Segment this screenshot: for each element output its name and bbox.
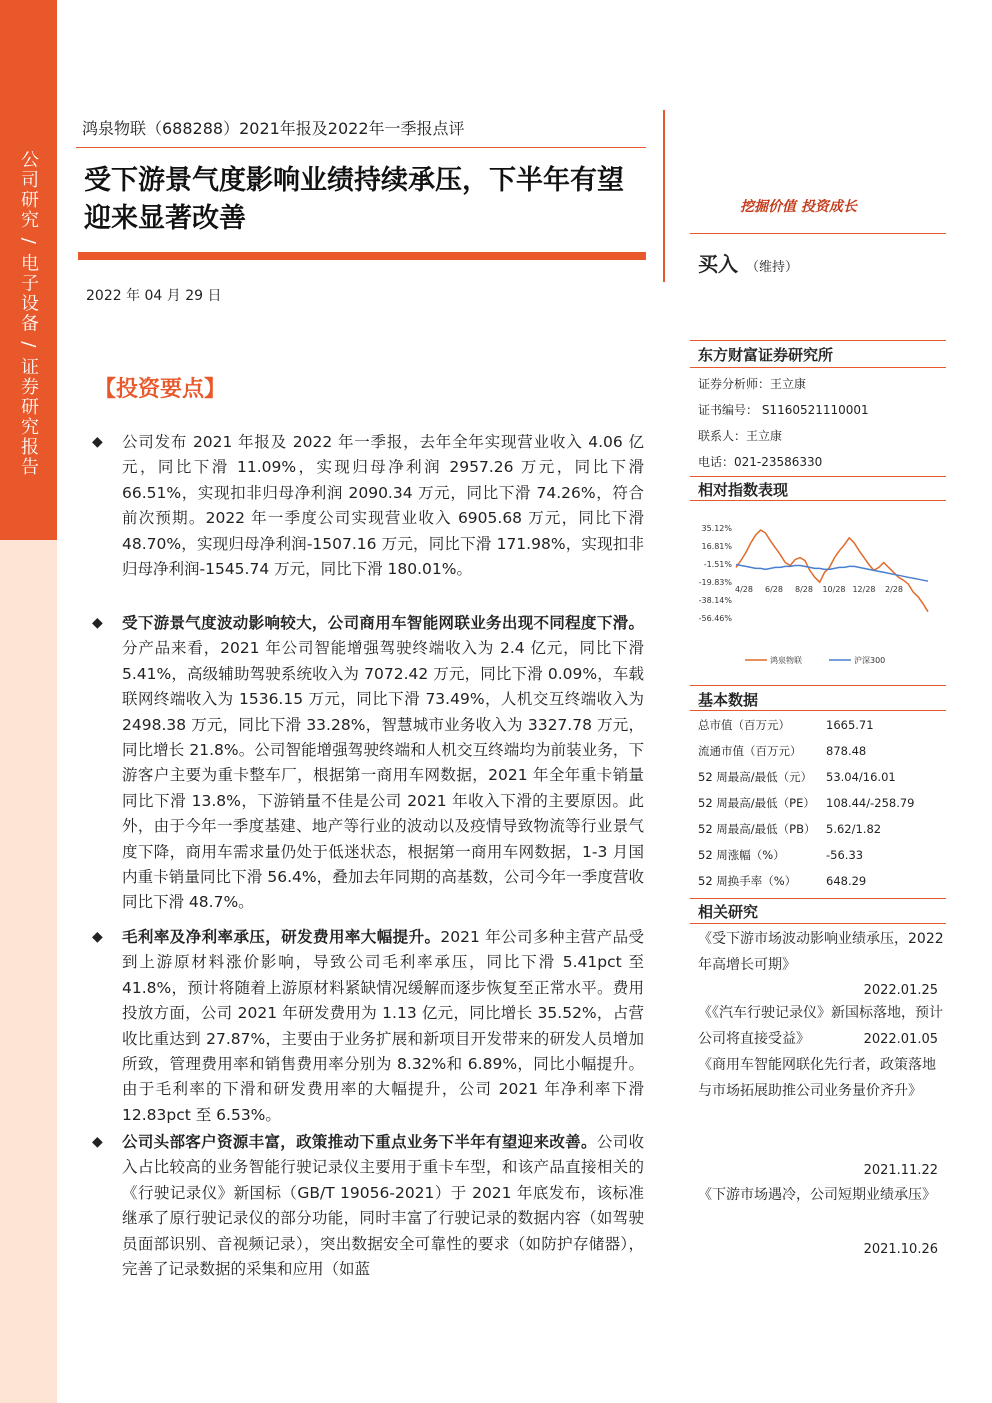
cert-number: 证书编号： S1160521110001 bbox=[698, 403, 869, 417]
legend-label: 鸿泉物联 bbox=[770, 656, 802, 665]
rating-note: （维持） bbox=[746, 260, 799, 275]
rating-value: 买入 bbox=[698, 252, 738, 276]
data-row bbox=[698, 868, 946, 894]
related-item[interactable]: 《下游市场遇冷，公司短期业绩承压》 bbox=[698, 1187, 936, 1203]
sidebar bbox=[0, 0, 57, 1403]
analyst: 证券分析师：王立康 bbox=[698, 377, 807, 391]
divider bbox=[690, 898, 946, 899]
chart-ticks bbox=[699, 524, 903, 623]
related-date: 2022.01.25 bbox=[863, 983, 938, 998]
data-label: 52 周涨幅（%） bbox=[698, 848, 785, 862]
y-tick-label: -19.83% bbox=[698, 578, 732, 587]
x-tick-label: 8/28 bbox=[795, 584, 813, 594]
series-line-1 bbox=[736, 565, 928, 582]
report-title: 鸿泉物联（688288）2021年报及2022年一季报点评 bbox=[82, 119, 465, 138]
divider bbox=[690, 500, 946, 501]
slogan: 挖掘价值 投资成长 bbox=[740, 199, 857, 215]
chart-svg bbox=[690, 510, 946, 670]
data-value: 648.29 bbox=[826, 874, 867, 888]
y-tick-label: -1.51% bbox=[703, 560, 732, 569]
related-item[interactable]: 《商用车智能网联化先行者，政策落地与市场拓展助推公司业务量价齐升》 bbox=[698, 1057, 936, 1099]
data-row bbox=[698, 764, 946, 790]
data-row bbox=[698, 790, 946, 816]
related-date: 2021.10.26 bbox=[863, 1242, 938, 1257]
divider bbox=[690, 923, 946, 924]
header-rule bbox=[76, 147, 646, 148]
list-item bbox=[92, 925, 644, 1128]
related-date: 2021.11.22 bbox=[863, 1163, 938, 1178]
related-research-title: 相关研究 bbox=[698, 903, 759, 921]
title-bar bbox=[78, 252, 646, 260]
divider bbox=[690, 340, 946, 341]
data-label: 52 周换手率（%） bbox=[698, 874, 797, 888]
chart-lines bbox=[736, 530, 928, 612]
data-value: -56.33 bbox=[826, 848, 864, 862]
related-date: 2022.01.05 bbox=[863, 1032, 938, 1047]
list-item bbox=[92, 1130, 644, 1282]
data-value: 5.62/1.82 bbox=[826, 822, 882, 836]
legend-label: 沪深300 bbox=[854, 656, 886, 665]
point-text: 公司收入占比较高的业务智能行驶记录仪主要用于重卡车型，和该产品直接相关的《行驶记录仪》新国标（GB/T 19056-2021）于 2021 年底发布，该标准继承了原行驶记录仪的部分功能，同时丰富了行驶记录的数据内容（如驾驶员面部识别、音视频记录），突出数据安全可靠性的要求（如防护存储器），完善了记录数据的采集和应用（如蓝 bbox=[122, 1133, 644, 1279]
series-line-0 bbox=[736, 530, 928, 612]
x-tick-label: 6/28 bbox=[765, 584, 783, 594]
divider bbox=[690, 367, 946, 368]
x-tick-label: 10/28 bbox=[822, 584, 846, 594]
data-row bbox=[698, 842, 946, 868]
x-tick-label: 2/28 bbox=[885, 584, 903, 594]
point-text: 2021 年公司多种主营产品受到上游原材料涨价影响，导致公司毛利率承压，同比下滑 5.41pct 至 41.8%，预计将随着上游原材料紧缺情况缓解而逐步恢复至正常水平。费用投放方面，公司 2021 年研发费用为 1.13 亿元，同比增长 35.52%，占营收比重达到 27.87%，主要由于业务扩展和新项目开发带来的研发人员增加所致，管理费用率和销售费用率分别为 8.32%和 6.89%，同比小幅提升。由于毛利率的下滑和研发费用率的大幅提升，公司 2021 年净利率下滑 12.83pct 至 6.53%。 bbox=[122, 928, 644, 1124]
divider bbox=[690, 233, 946, 234]
point-text: 分产品来看，2021 年公司智能增强驾驶终端收入为 2.4 亿元，同比下滑 5.41%，高级辅助驾驶系统收入为 7072.42 万元，同比下滑 0.09%，车载联网终端收入为 1536.15 万元，同比下滑 73.49%，人机交互终端收入为 2498.38 万元，同比下滑 33.28%，智慧城市业务收入为 3327.78 万元，同比增长 21.8%。公司智能增强驾驶终端和人机交互终端均为前装业务，下游客户主要为重卡整车厂，根据第一商用车网数据，2021 年全年重卡销量同比下滑 13.8%，下游销量不佳是公司 2021 年收入下滑的主要原因。此外，由于今年一季度基建、地产等行业的波动以及疫情导致物流等行业景气度下降，商用车需求量仍处于低迷状态，根据第一商用车网数据，1-3 月国内重卡销量同比下滑 56.4%，叠加去年同期的高基数，公司今年一季度营收同比下滑 48.7%。 bbox=[122, 639, 644, 912]
bullet-icon: ◆ bbox=[92, 434, 103, 450]
data-value: 108.44/-258.79 bbox=[826, 796, 915, 810]
contact: 联系人：王立康 bbox=[698, 429, 783, 443]
related-item[interactable]: 《《汽车行驶记录仪》新国标落地，预计公司将直接受益》 bbox=[698, 1005, 943, 1047]
data-label: 52 周最高/最低（PE） bbox=[698, 796, 815, 810]
bullet-icon: ◆ bbox=[92, 929, 103, 945]
bullet-icon: ◆ bbox=[92, 1134, 103, 1150]
x-tick-label: 4/28 bbox=[735, 584, 753, 594]
divider bbox=[690, 685, 946, 686]
chart-legend bbox=[745, 655, 885, 665]
data-label: 流通市值（百万元） bbox=[698, 744, 802, 758]
sidebar-category: 公司研究 / 电子设备 / 证券研究报告 bbox=[18, 150, 39, 478]
data-row bbox=[698, 712, 946, 738]
bullet-icon: ◆ bbox=[92, 615, 103, 631]
basic-data-title: 基本数据 bbox=[698, 691, 759, 709]
section-title: 【投资要点】 bbox=[94, 377, 227, 402]
x-tick-label: 12/28 bbox=[852, 584, 876, 594]
divider bbox=[690, 710, 946, 711]
page-title: 受下游景气度影响业绩持续承压，下半年有望迎来显著改善 bbox=[84, 165, 624, 234]
performance-title: 相对指数表现 bbox=[698, 481, 789, 499]
related-item[interactable]: 《受下游市场波动影响业绩承压，2022 年高增长可期》 bbox=[698, 931, 944, 973]
data-label: 52 周最高/最低（元） bbox=[698, 770, 813, 784]
data-row bbox=[698, 738, 946, 764]
divider bbox=[690, 476, 946, 477]
point-heading: 毛利率及净利率承压，研发费用率大幅提升。 bbox=[122, 928, 441, 946]
y-tick-label: -38.14% bbox=[698, 596, 732, 605]
header-divider bbox=[663, 110, 665, 282]
data-label: 总市值（百万元） bbox=[698, 718, 790, 732]
report-date: 2022 年 04 月 29 日 bbox=[86, 288, 222, 304]
y-tick-label: 16.81% bbox=[701, 542, 732, 551]
point-heading: 公司头部客户资源丰富，政策推动下重点业务下半年有望迎来改善。 bbox=[122, 1133, 597, 1151]
y-tick-label: 35.12% bbox=[701, 524, 732, 533]
list-item bbox=[92, 430, 644, 582]
institute-name: 东方财富证券研究所 bbox=[698, 346, 834, 364]
list-item bbox=[92, 611, 644, 916]
data-row bbox=[698, 816, 946, 842]
performance-chart bbox=[690, 510, 946, 670]
data-value: 53.04/16.01 bbox=[826, 770, 896, 784]
data-value: 1665.71 bbox=[826, 718, 874, 732]
rating bbox=[698, 248, 798, 277]
data-label: 52 周最高/最低（PB） bbox=[698, 822, 816, 836]
point-text: 公司发布 2021 年报及 2022 年一季报，去年全年实现营业收入 4.06 亿元，同比下滑 11.09%，实现归母净利润 2957.26 万元，同比下滑 66.51%，实现扣非归母净利润 2090.34 万元，同比下滑 74.26%，符合前次预期。2022 年一季度公司实现营业收入 6905.68 万元，同比下滑 48.70%，实现归母净利润-1507.16 万元，同比下滑 171.98%，实现扣非归母净利润-1545.74 万元，同比下滑 180.01%。 bbox=[122, 433, 644, 579]
data-value: 878.48 bbox=[826, 744, 867, 758]
point-heading: 受下游景气度波动影响较大，公司商用车智能网联业务出现不同程度下滑。 bbox=[122, 614, 644, 632]
y-tick-label: -56.46% bbox=[698, 614, 732, 623]
phone: 电话：021-23586330 bbox=[698, 455, 823, 469]
